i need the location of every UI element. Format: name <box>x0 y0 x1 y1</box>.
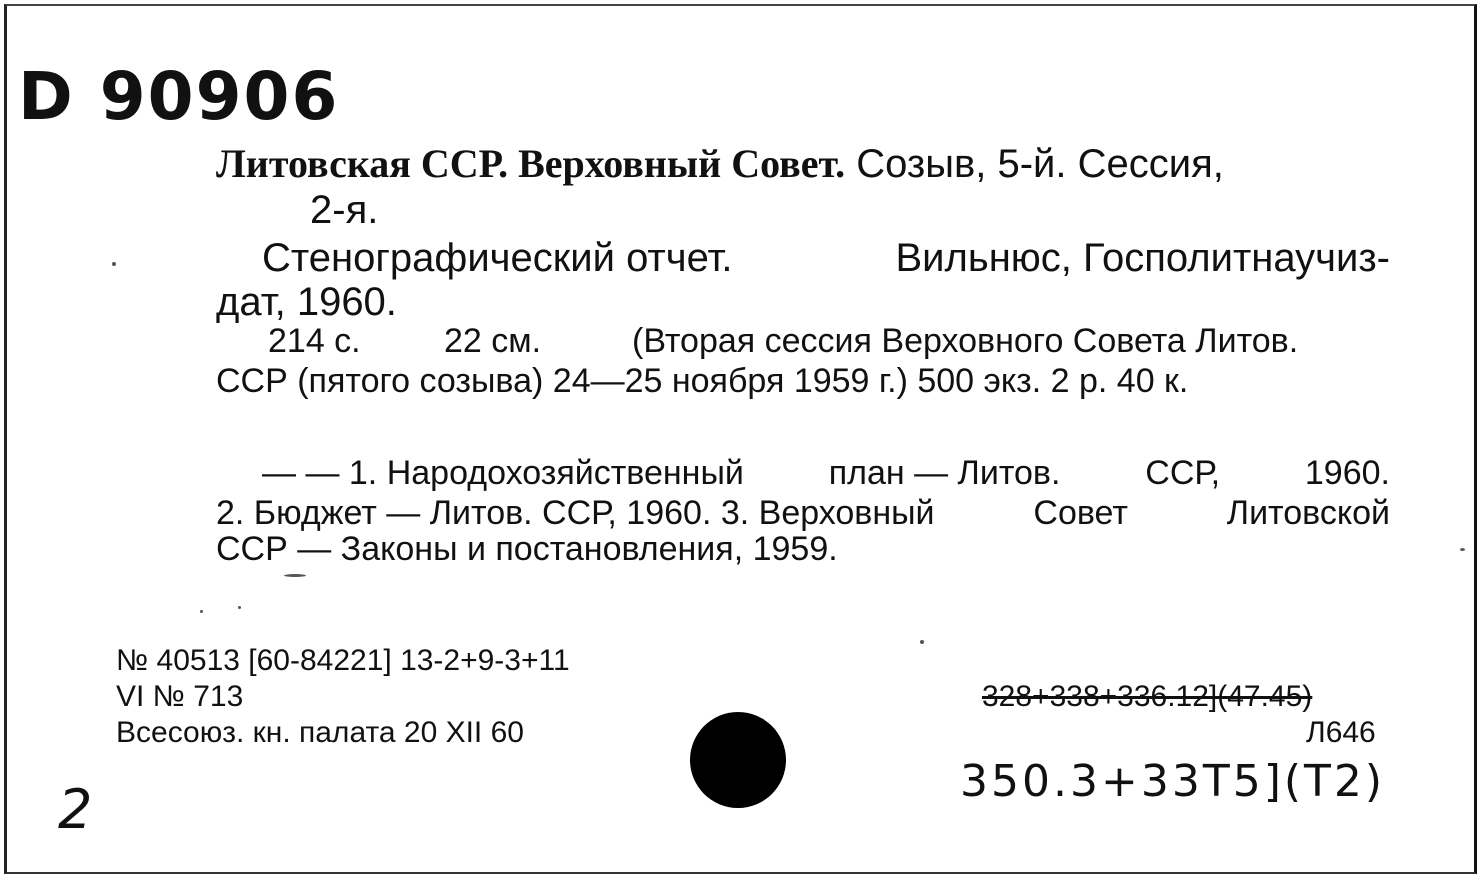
speck <box>238 606 241 609</box>
subject-2c: Литовской <box>1226 494 1390 532</box>
imprint-place-publisher: Вильнюс, Госполитнаучиз- <box>895 236 1390 280</box>
desc-line-2: ССР (пятого созыва) 24—25 ноября 1959 г.) 500 экз. 2 р. 40 к. <box>216 362 1189 400</box>
desc-size <box>444 322 541 361</box>
desc-note <box>632 322 1298 361</box>
subjects-line-1 <box>262 454 1390 493</box>
heading-line <box>216 140 1224 187</box>
title-line-1 <box>262 236 1390 281</box>
speck <box>112 262 116 266</box>
punch-hole <box>690 712 786 808</box>
heading-continuation: 2-я. <box>310 188 379 232</box>
subjects-line-2 <box>216 494 1390 533</box>
desc-note-text: (Вторая сессия Верховного Совета Литов. <box>632 322 1299 360</box>
subject-2a: 2. Бюджет — Литов. ССР, 1960. 3. Верховный <box>216 494 935 532</box>
desc-size-text: 22 см. <box>444 322 542 360</box>
classification-code: Л646 <box>1306 716 1376 749</box>
title-line-2: дат, 1960. <box>216 280 397 324</box>
footer-line-2: VI № 713 <box>116 680 244 713</box>
subject-1d: 1960. <box>1304 454 1390 492</box>
subjects-line-3: ССР — Законы и постановления, 1959. <box>216 530 838 568</box>
speck <box>200 610 203 613</box>
title-text: Стенографический отчет. <box>262 236 733 280</box>
speck <box>284 574 306 577</box>
speck <box>1460 548 1465 551</box>
speck <box>920 640 924 644</box>
classification-handwritten: 350.3+33Т5](Т2) <box>960 756 1386 807</box>
classification-struck: 328+338+336.12](47.45) <box>982 680 1313 713</box>
call-number: D 90906 <box>18 58 340 135</box>
heading-author: Литовская ССР. Верховный Совет. <box>216 141 846 186</box>
subject-1b: план — Литов. <box>828 454 1061 492</box>
handwritten-mark: 2 <box>58 778 93 841</box>
desc-pages: 214 с. <box>268 322 361 360</box>
subject-1c: ССР, <box>1145 454 1221 492</box>
footer-line-1: № 40513 [60-84221] 13-2+9-3+11 <box>116 644 570 677</box>
subject-2b: Совет <box>1033 494 1128 532</box>
heading-rest: Созыв, 5-й. Сессия, <box>856 142 1224 186</box>
desc-line-1 <box>268 322 361 361</box>
subject-1a: — — 1. Народохозяйственный <box>262 454 744 492</box>
footer-line-3: Всесоюз. кн. палата 20 XII 60 <box>116 716 524 749</box>
